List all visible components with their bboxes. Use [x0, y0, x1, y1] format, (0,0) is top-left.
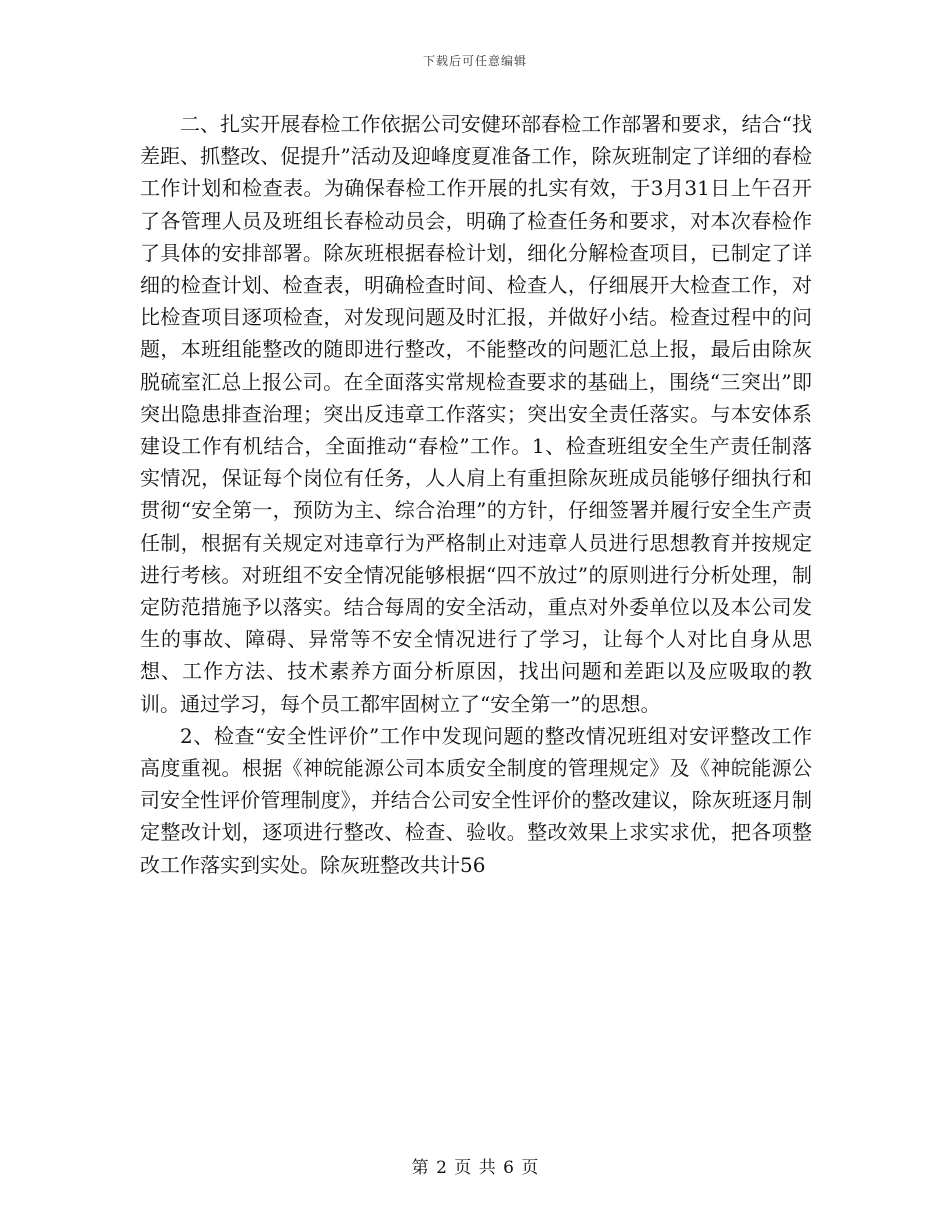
page-number-footer: 第 2 页 共 6 页	[411, 1158, 539, 1178]
paragraph-safety-evaluation: 2、检查“安全性评价”工作中发现问题的整改情况班组对安评整改工作高度重视。根据《神皖能源公司本质安全制度的管理规定》及《神皖能源公司安全性评价管理制度》，并结合公司安全性评价的整改建议，除灰班逐月制定整改计划，逐项进行整改、检查、验收。整改效果上求实求优，把各项整改工作落实到实处。除灰班整改共计56	[140, 723, 812, 877]
paragraph-spring-inspection: 二、扎实开展春检工作依据公司安健环部春检工作部署和要求，结合“找差距、抓整改、促提升”活动及迎峰度夏准备工作，除灰班制定了详细的春检工作计划和检查表。为确保春检工作开展的扎实有效，于3月31日上午召开了各管理人员及班组长春检动员会，明确了检查任务和要求，对本次春检作了具体的安排部署。除灰班根据春检计划，细化分解检查项目，已制定了详细的检查计划、检查表，明确检查时间、检查人，仔细展开大检查工作，对比检查项目逐项检查，对发现问题及时汇报，并做好小结。检查过程中的问题，本班组能整改的随即进行整改，不能整改的问题汇总上报，最后由除灰脱硫室汇总上报公司。在全面落实常规检查要求的基础上，围绕“三突出”即突出隐患排查治理；突出反违章工作落实；突出安全责任落实。与本安体系建设工作有机结合，全面推动“春检”工作。1、检查班组安全生产责任制落实情况，保证每个岗位有任务，人人肩上有重担除灰班成员能够仔细执行和贯彻“安全第一，预防为主、综合治理”的方针，仔细签署并履行安全生产责任制，根据有关规定对违章行为严格制止对违章人员进行思想教育并按规定进行考核。对班组不安全情况能够根据“四不放过”的原则进行分析处理，制定防范措施予以落实。结合每周的安全活动，重点对外委单位以及本公司发生的事故、障碍、异常等不安全情况进行了学习，让每个人对比自身从思想、工作方法、技术素养方面分析原因，找出问题和差距以及应吸取的教训。通过学习，每个员工都牢固树立了“安全第一”的思想。	[140, 112, 812, 716]
page-header: 下载后可任意编辑	[422, 54, 527, 68]
document-body	[140, 108, 812, 881]
